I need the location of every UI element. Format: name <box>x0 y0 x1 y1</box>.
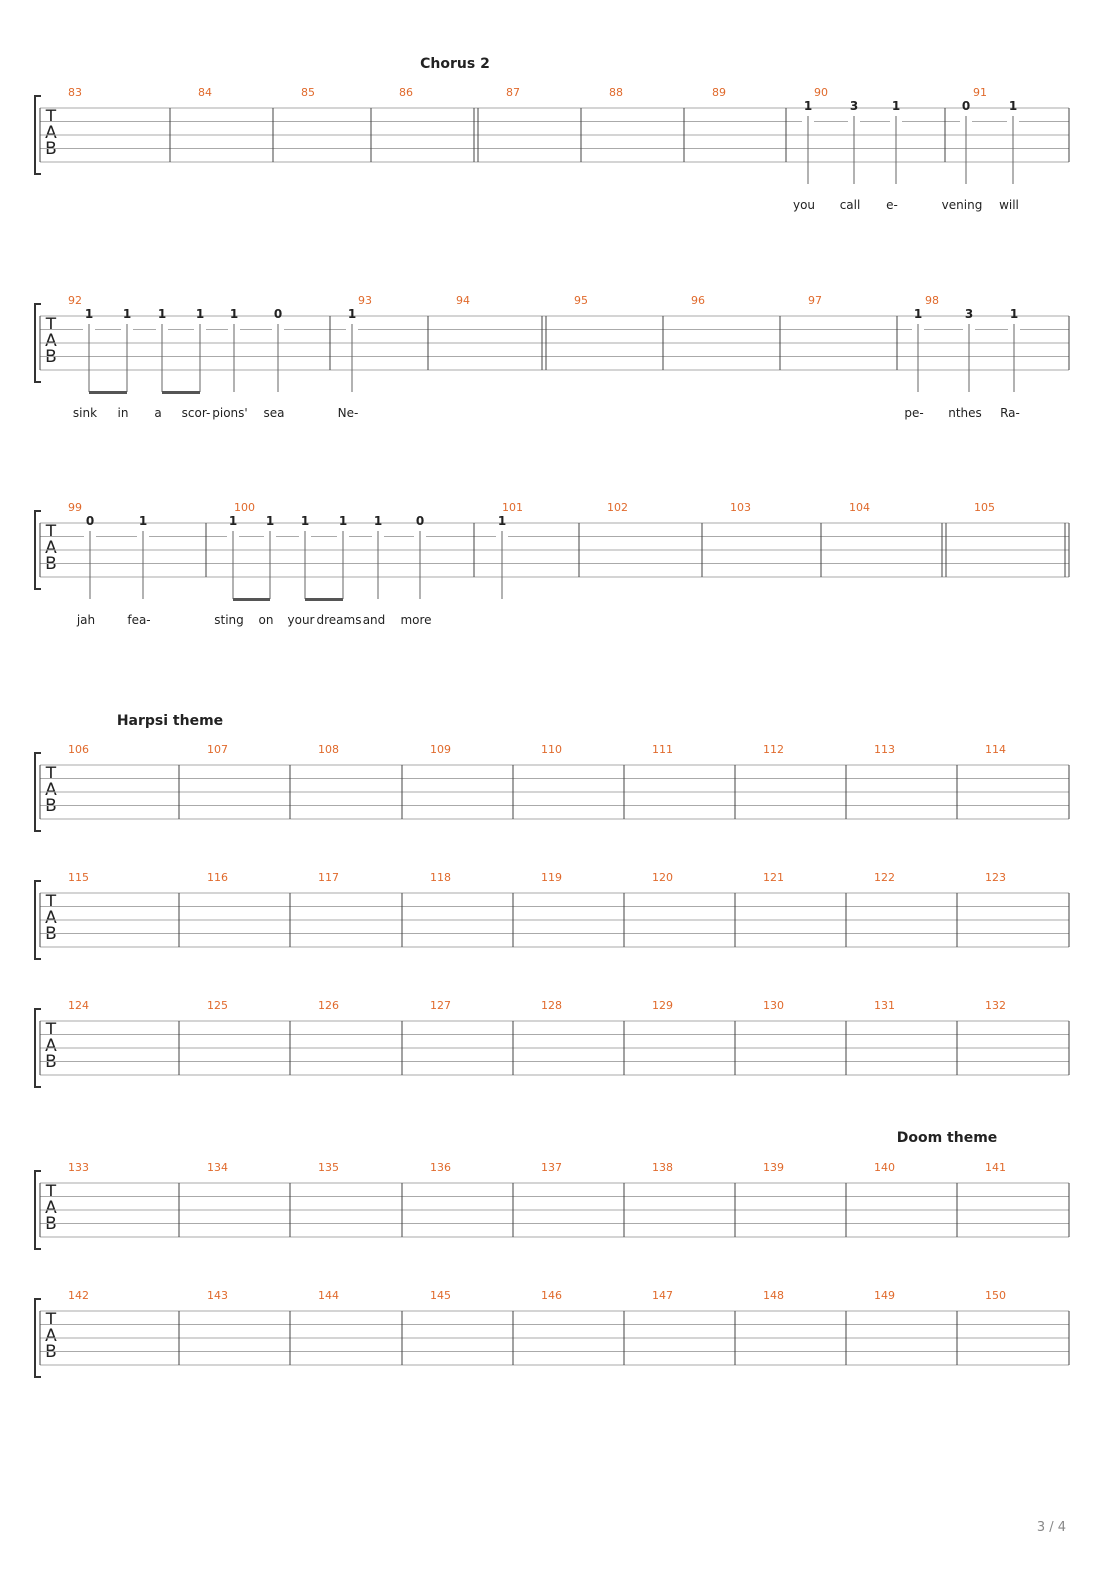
fret-number: 1 <box>138 514 148 528</box>
tab-clef-letter: A <box>45 908 57 928</box>
bar-number: 148 <box>763 1289 784 1302</box>
tab-systems <box>35 56 1069 1377</box>
lyric-syllable: vening <box>941 198 983 212</box>
beam <box>162 391 200 394</box>
bar-number: 141 <box>985 1161 1006 1174</box>
bar-number: 100 <box>234 501 255 514</box>
bar-number: 126 <box>318 999 339 1012</box>
tab-system <box>35 871 1069 959</box>
bar-number: 104 <box>849 501 870 514</box>
tab-clef-letter: A <box>45 780 57 800</box>
lyric-syllable: on <box>258 613 274 627</box>
lyric-syllable: fea- <box>127 613 151 627</box>
lyric-syllable: sting <box>214 613 244 627</box>
bar-number: 131 <box>874 999 895 1012</box>
tab-system <box>35 294 1069 420</box>
lyric-syllable: Ra- <box>1000 406 1020 420</box>
bar-number: 135 <box>318 1161 339 1174</box>
section-title: Doom theme <box>896 1130 998 1146</box>
bar-number: 127 <box>430 999 451 1012</box>
tab-system <box>35 713 1069 831</box>
bar-number: 116 <box>207 871 228 884</box>
bar-number: 118 <box>430 871 451 884</box>
lyric-syllable: in <box>117 406 129 420</box>
lyric-syllable: nthes <box>948 406 982 420</box>
bar-number: 142 <box>68 1289 89 1302</box>
bar-number: 134 <box>207 1161 228 1174</box>
lyric-syllable: you <box>792 198 816 212</box>
beam <box>305 598 343 601</box>
bar-number: 123 <box>985 871 1006 884</box>
bar-number: 119 <box>541 871 562 884</box>
fret-number: 1 <box>195 307 205 321</box>
bar-number: 85 <box>301 86 315 99</box>
bar-number: 112 <box>763 743 784 756</box>
lyric-syllable: pe- <box>904 406 924 420</box>
bar-number: 94 <box>456 294 470 307</box>
bar-number: 111 <box>652 743 673 756</box>
tab-system <box>35 1289 1069 1377</box>
tab-system <box>35 1130 1069 1249</box>
bar-number: 105 <box>974 501 995 514</box>
bar-number: 102 <box>607 501 628 514</box>
bar-number: 106 <box>68 743 89 756</box>
tab-clef-letter: B <box>45 1342 57 1362</box>
tab-clef-letter: T <box>45 107 57 127</box>
fret-number: 1 <box>84 307 94 321</box>
bar-number: 89 <box>712 86 726 99</box>
fret-number: 1 <box>803 99 813 113</box>
tab-clef-letter: A <box>45 1198 57 1218</box>
bar-number: 86 <box>399 86 413 99</box>
fret-number: 1 <box>373 514 383 528</box>
tab-clef-letter: B <box>45 554 57 574</box>
bar-number: 129 <box>652 999 673 1012</box>
bar-number: 147 <box>652 1289 673 1302</box>
fret-number: 3 <box>849 99 859 113</box>
bar-number: 88 <box>609 86 623 99</box>
tab-clef-letter: B <box>45 1052 57 1072</box>
bar-number: 143 <box>207 1289 228 1302</box>
bar-number: 120 <box>652 871 673 884</box>
bar-number: 133 <box>68 1161 89 1174</box>
bar-number: 87 <box>506 86 520 99</box>
bar-number: 93 <box>358 294 372 307</box>
tab-clef-letter: A <box>45 123 57 143</box>
bar-number: 97 <box>808 294 822 307</box>
lyric-syllable: call <box>839 198 861 212</box>
fret-number: 1 <box>300 514 310 528</box>
fret-number: 1 <box>228 514 238 528</box>
tab-clef-letter: T <box>45 892 57 912</box>
bar-number: 98 <box>925 294 939 307</box>
beam <box>233 598 270 601</box>
bar-number: 136 <box>430 1161 451 1174</box>
bar-number: 117 <box>318 871 339 884</box>
bar-number: 84 <box>198 86 212 99</box>
fret-number: 1 <box>913 307 923 321</box>
tab-clef-letter: T <box>45 522 57 542</box>
fret-number: 0 <box>961 99 971 113</box>
lyric-syllable: sink <box>72 406 98 420</box>
tab-system <box>35 56 1069 212</box>
bar-number: 92 <box>68 294 82 307</box>
tab-system <box>35 501 1069 627</box>
fret-number: 1 <box>265 514 275 528</box>
fret-number: 0 <box>273 307 283 321</box>
bar-number: 132 <box>985 999 1006 1012</box>
lyric-syllable: sea <box>263 406 285 420</box>
bar-number: 125 <box>207 999 228 1012</box>
bar-number: 109 <box>430 743 451 756</box>
fret-number: 1 <box>338 514 348 528</box>
lyric-syllable: pions' <box>212 406 248 420</box>
bar-number: 101 <box>502 501 523 514</box>
section-title: Chorus 2 <box>420 56 490 72</box>
lyric-syllable: dreams <box>316 613 362 627</box>
tab-clef-letter: T <box>45 315 57 335</box>
tab-clef-letter: T <box>45 764 57 784</box>
fret-number: 0 <box>85 514 95 528</box>
bar-number: 140 <box>874 1161 895 1174</box>
lyric-syllable: and <box>362 613 386 627</box>
tab-clef-letter: A <box>45 1036 57 1056</box>
tab-clef-letter: B <box>45 1214 57 1234</box>
bar-number: 144 <box>318 1289 339 1302</box>
lyric-syllable: more <box>400 613 432 627</box>
bar-number: 139 <box>763 1161 784 1174</box>
tab-clef-letter: A <box>45 331 57 351</box>
fret-number: 1 <box>347 307 357 321</box>
tab-clef-letter: B <box>45 796 57 816</box>
bar-number: 107 <box>207 743 228 756</box>
lyric-syllable: scor- <box>181 406 211 420</box>
tab-clef-letter: B <box>45 139 57 159</box>
fret-number: 3 <box>964 307 974 321</box>
tab-clef-letter: B <box>45 347 57 367</box>
bar-number: 113 <box>874 743 895 756</box>
bar-number: 128 <box>541 999 562 1012</box>
fret-number: 1 <box>497 514 507 528</box>
bar-number: 145 <box>430 1289 451 1302</box>
bar-number: 110 <box>541 743 562 756</box>
bar-number: 95 <box>574 294 588 307</box>
fret-number: 1 <box>122 307 132 321</box>
bar-number: 146 <box>541 1289 562 1302</box>
fret-number: 1 <box>1008 99 1018 113</box>
tab-system <box>35 999 1069 1087</box>
lyric-syllable: e- <box>886 198 898 212</box>
bar-number: 130 <box>763 999 784 1012</box>
tab-clef-letter: A <box>45 538 57 558</box>
fret-number: 1 <box>1009 307 1019 321</box>
bar-number: 90 <box>814 86 828 99</box>
bar-number: 138 <box>652 1161 673 1174</box>
bar-number: 124 <box>68 999 89 1012</box>
lyric-syllable: jah <box>76 613 96 627</box>
bar-number: 99 <box>68 501 82 514</box>
fret-number: 0 <box>415 514 425 528</box>
beam <box>89 391 127 394</box>
bar-number: 137 <box>541 1161 562 1174</box>
bar-number: 115 <box>68 871 89 884</box>
lyric-syllable: Ne- <box>337 406 359 420</box>
bar-number: 108 <box>318 743 339 756</box>
tab-clef-letter: A <box>45 1326 57 1346</box>
page-number: 3 / 4 <box>1036 1520 1066 1535</box>
bar-number: 121 <box>763 871 784 884</box>
fret-number: 1 <box>157 307 167 321</box>
bar-number: 96 <box>691 294 705 307</box>
lyric-syllable: a <box>154 406 162 420</box>
fret-number: 1 <box>891 99 901 113</box>
tab-clef-letter: B <box>45 924 57 944</box>
bar-number: 114 <box>985 743 1006 756</box>
bar-number: 149 <box>874 1289 895 1302</box>
bar-number: 103 <box>730 501 751 514</box>
lyric-syllable: your <box>287 613 315 627</box>
bar-number: 91 <box>973 86 987 99</box>
bar-number: 122 <box>874 871 895 884</box>
section-title: Harpsi theme <box>116 713 224 729</box>
fret-number: 1 <box>229 307 239 321</box>
lyric-syllable: will <box>999 198 1019 212</box>
bar-number: 83 <box>68 86 82 99</box>
bar-number: 150 <box>985 1289 1006 1302</box>
tab-clef-letter: T <box>45 1310 57 1330</box>
tab-clef-letter: T <box>45 1020 57 1040</box>
tab-clef-letter: T <box>45 1182 57 1202</box>
